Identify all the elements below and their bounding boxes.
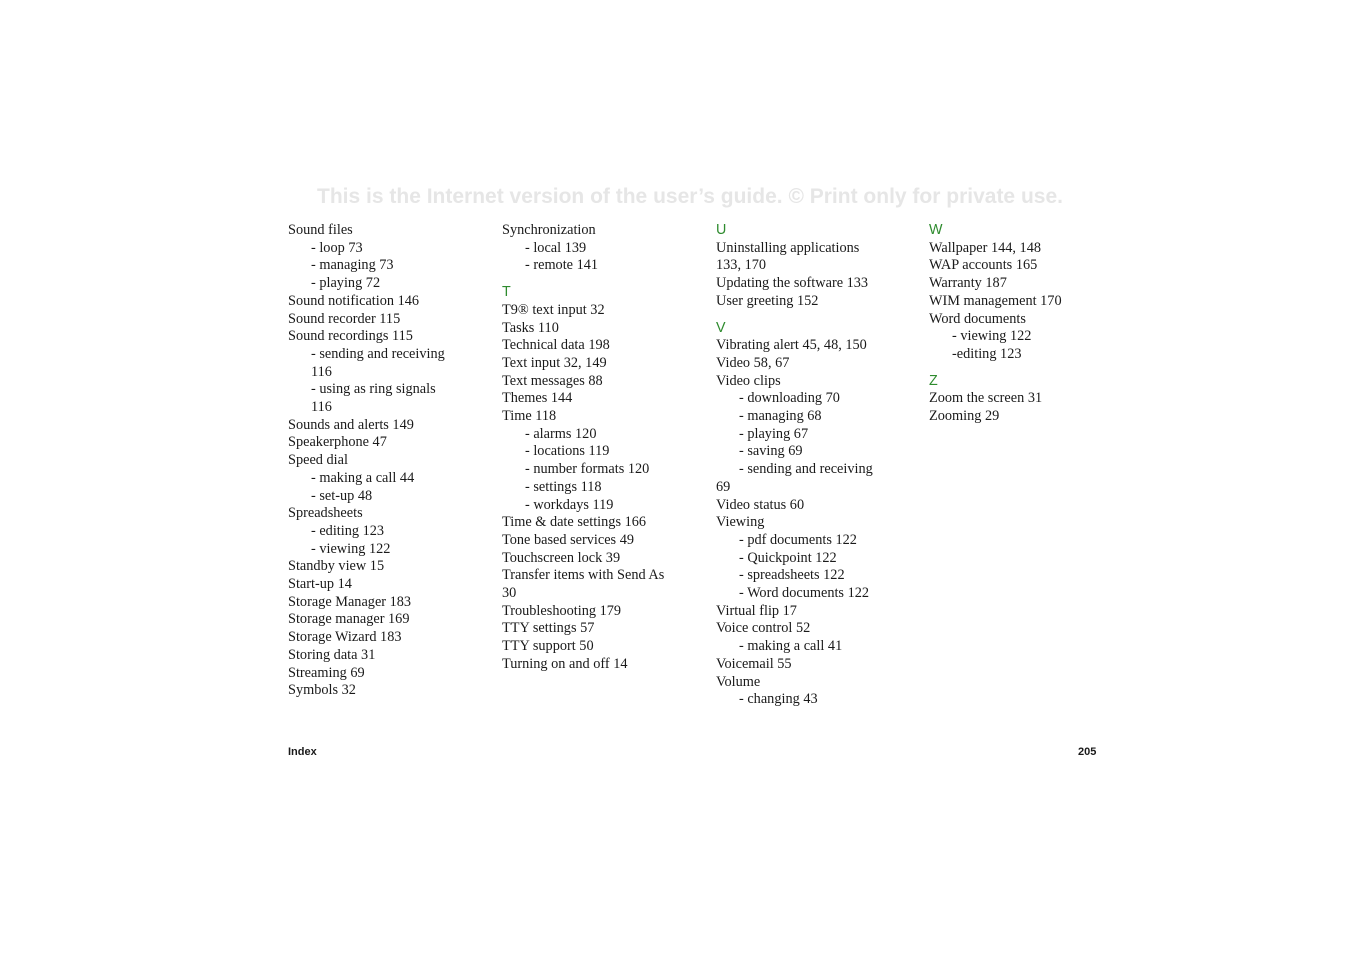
index-subentry: - Quickpoint 122 bbox=[739, 549, 837, 566]
index-subentry: - saving 69 bbox=[739, 443, 803, 460]
index-subentry: -editing 123 bbox=[952, 345, 1022, 362]
footer-page-number: 205 bbox=[1078, 746, 1097, 758]
index-entry: Word documents bbox=[929, 310, 1026, 327]
section-letter: W bbox=[929, 222, 943, 238]
index-entry: Themes 144 bbox=[502, 390, 573, 407]
index-entry: Standby view 15 bbox=[288, 558, 385, 575]
index-subentry: - set-up 48 bbox=[311, 487, 373, 504]
index-entry: Storage Wizard 183 bbox=[288, 629, 402, 646]
index-entry: Sound notification 146 bbox=[288, 292, 420, 309]
index-entry: WAP accounts 165 bbox=[929, 257, 1038, 274]
index-entry: User greeting 152 bbox=[716, 292, 819, 309]
index-entry: Text input 32, 149 bbox=[502, 354, 607, 371]
index-subentry: - viewing 122 bbox=[952, 328, 1032, 345]
index-entry: Warranty 187 bbox=[929, 275, 1007, 292]
index-entry: 133, 170 bbox=[716, 257, 767, 274]
index-subentry: - remote 141 bbox=[525, 257, 599, 274]
index-subentry: - settings 118 bbox=[525, 478, 602, 495]
index-column-1 bbox=[288, 222, 488, 700]
watermark-text: This is the Internet version of the user’s guide. © Print only for private use. bbox=[317, 185, 1063, 208]
index-entry: Storage Manager 183 bbox=[288, 593, 412, 610]
index-entry: Spreadsheets bbox=[288, 505, 363, 522]
index-entry: Sound recordings 115 bbox=[288, 328, 413, 345]
index-entry: Zoom the screen 31 bbox=[929, 390, 1043, 407]
index-column-2 bbox=[502, 222, 702, 674]
index-entry: T9® text input 32 bbox=[502, 301, 605, 318]
index-subentry: - workdays 119 bbox=[525, 496, 614, 513]
index-subentry: - managing 68 bbox=[739, 408, 822, 425]
index-entry: Uninstalling applications bbox=[716, 239, 860, 256]
index-entry: Voice control 52 bbox=[716, 620, 811, 637]
index-entry: Storage manager 169 bbox=[288, 611, 410, 628]
index-entry: Sound files bbox=[288, 222, 353, 238]
index-entry: WIM management 170 bbox=[929, 292, 1062, 309]
index-entry: Sound recorder 115 bbox=[288, 310, 401, 327]
index-entry: Speakerphone 47 bbox=[288, 434, 387, 451]
section-letter: U bbox=[716, 222, 727, 238]
footer-section-label: Index bbox=[288, 746, 317, 758]
index-entry: Time & date settings 166 bbox=[502, 514, 647, 531]
index-entry: Video status 60 bbox=[716, 496, 805, 513]
index-subentry: - viewing 122 bbox=[311, 540, 391, 557]
index-entry: Sounds and alerts 149 bbox=[288, 416, 414, 433]
index-subentry: 116 bbox=[311, 363, 332, 380]
index-subentry: - number formats 120 bbox=[525, 461, 650, 478]
index-entry: Video clips bbox=[716, 372, 781, 389]
index-entry: Vibrating alert 45, 48, 150 bbox=[716, 337, 867, 354]
index-entry: Technical data 198 bbox=[502, 337, 610, 354]
index-entry: 30 bbox=[502, 585, 517, 602]
index-subentry: - playing 67 bbox=[739, 425, 809, 442]
index-subentry: - local 139 bbox=[525, 239, 587, 256]
index-subentry: - locations 119 bbox=[525, 443, 610, 460]
index-subentry: - loop 73 bbox=[311, 239, 363, 256]
index-subentry: - sending and receiving bbox=[739, 461, 873, 478]
index-subentry: - sending and receiving bbox=[311, 345, 445, 362]
index-subentry: - using as ring signals bbox=[311, 381, 436, 398]
index-entry: 69 bbox=[716, 478, 731, 495]
index-subentry: - editing 123 bbox=[311, 522, 385, 539]
index-subentry: - changing 43 bbox=[739, 691, 818, 708]
index-subentry: - Word documents 122 bbox=[739, 585, 870, 602]
index-subentry: - alarms 120 bbox=[525, 425, 597, 442]
index-entry: TTY support 50 bbox=[502, 638, 594, 655]
section-letter: V bbox=[716, 319, 726, 336]
index-subentry: - managing 73 bbox=[311, 257, 394, 274]
index-entry: Transfer items with Send As bbox=[502, 567, 665, 584]
index-entry: Start-up 14 bbox=[288, 576, 352, 593]
index-entry: Turning on and off 14 bbox=[502, 655, 628, 672]
index-entry: TTY settings 57 bbox=[502, 620, 595, 637]
index-entry: Text messages 88 bbox=[502, 372, 603, 389]
index-subentry: - playing 72 bbox=[311, 275, 381, 292]
section-letter: T bbox=[502, 284, 511, 301]
index-entry: Tone based services 49 bbox=[502, 531, 634, 548]
section-letter: Z bbox=[929, 372, 938, 389]
index-entry: Time 118 bbox=[502, 408, 557, 425]
index-entry: Speed dial bbox=[288, 452, 348, 469]
index-entry: Video 58, 67 bbox=[716, 354, 790, 371]
index-entry: Updating the software 133 bbox=[716, 275, 869, 292]
index-entry: Wallpaper 144, 148 bbox=[929, 239, 1042, 256]
index-entry: Virtual flip 17 bbox=[716, 602, 797, 619]
index-subentry: - spreadsheets 122 bbox=[739, 567, 845, 584]
index-entry: Voicemail 55 bbox=[716, 655, 792, 672]
index-subentry: - making a call 41 bbox=[739, 638, 843, 655]
index-subentry: - downloading 70 bbox=[739, 390, 840, 407]
index-entry: Tasks 110 bbox=[502, 319, 559, 336]
index-column-3 bbox=[716, 222, 916, 709]
index-entry: Viewing bbox=[716, 514, 765, 531]
index-entry: Symbols 32 bbox=[288, 682, 356, 699]
index-subentry: - pdf documents 122 bbox=[739, 531, 857, 548]
index-column-4 bbox=[929, 222, 1129, 426]
index-entry: Volume bbox=[716, 673, 761, 690]
index-entry: Zooming 29 bbox=[929, 408, 1000, 425]
index-entry: Touchscreen lock 39 bbox=[502, 549, 621, 566]
index-subentry: 116 bbox=[311, 399, 332, 416]
index-subentry: - making a call 44 bbox=[311, 469, 415, 486]
index-entry: Troubleshooting 179 bbox=[502, 602, 622, 619]
index-entry: Storing data 31 bbox=[288, 646, 376, 663]
index-entry: Streaming 69 bbox=[288, 664, 365, 681]
index-entry: Synchronization bbox=[502, 222, 596, 238]
